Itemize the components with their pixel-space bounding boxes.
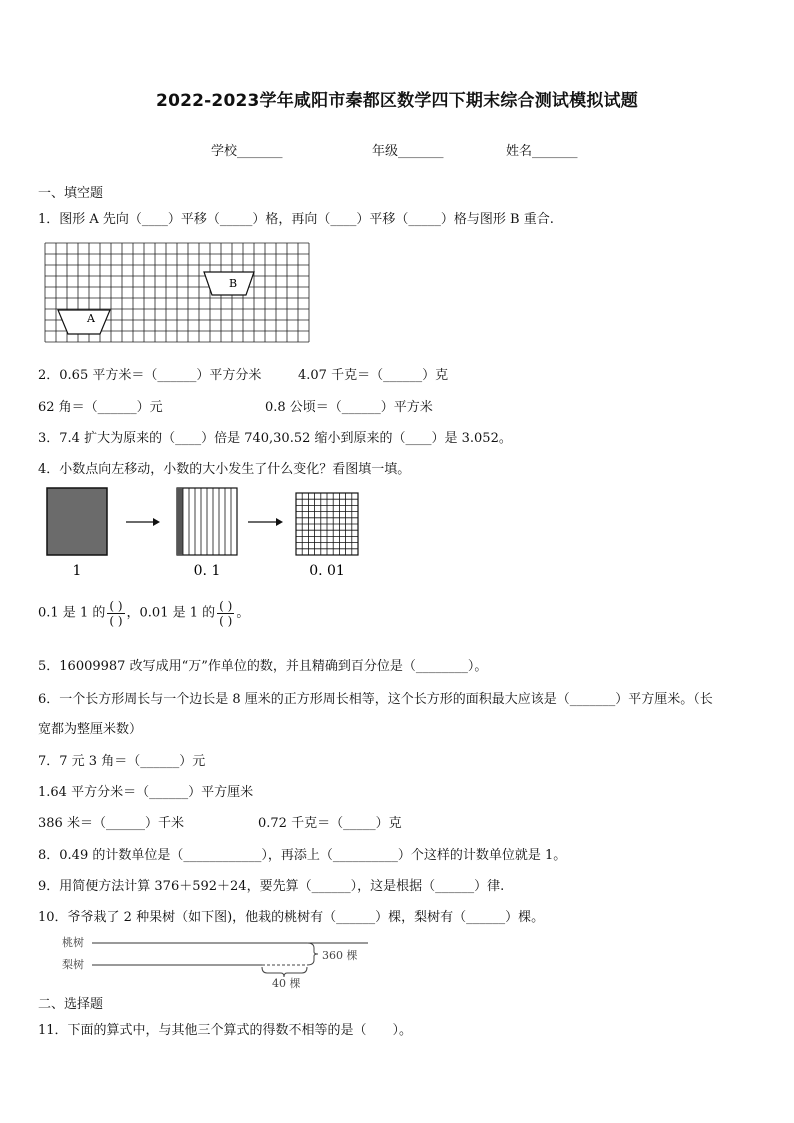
fraction-2-denominator: ( ) bbox=[219, 614, 233, 628]
question-2a: 2．0.65 平方米＝（______）平方分米 bbox=[38, 368, 262, 383]
q4-fill-text-3: 。 bbox=[236, 605, 250, 621]
arrow-2-head bbox=[276, 518, 283, 526]
question-7a: 7．7 元 3 角＝（______）元 bbox=[38, 754, 206, 769]
question-10: 10．爷爷栽了 2 种果树（如下图)，他栽的桃树有（______）棵，梨树有（______）棵。 bbox=[38, 910, 545, 925]
question-9: 9．用简便方法计算 376＋592＋24，要先算（______），这是根据（______）律. bbox=[38, 879, 505, 894]
question-8: 8．0.49 的计数单位是（____________），再添上（__________）个这样的计数单位就是 1。 bbox=[38, 848, 567, 863]
page-title: 2022-2023学年咸阳市秦都区数学四下期末综合测试模拟试题 bbox=[156, 91, 638, 111]
whole-square bbox=[47, 488, 107, 555]
peach-label: 桃树 bbox=[62, 936, 84, 949]
fraction-1-denominator: ( ) bbox=[109, 614, 123, 628]
question-3: 3．7.4 扩大为原来的（____）倍是 740,30.52 缩小到原来的（____）是 3.052。 bbox=[38, 431, 512, 446]
question-2d: 0.8 公顷＝（______）平方米 bbox=[265, 400, 433, 415]
diff-brace bbox=[262, 967, 307, 977]
fruit-tree-diagram bbox=[62, 932, 372, 990]
shape-b-label: B bbox=[228, 277, 238, 290]
diff-label: 40 棵 bbox=[272, 977, 301, 990]
label-tenth: 0. 1 bbox=[193, 563, 221, 579]
question-2c: 62 角＝（______）元 bbox=[38, 400, 163, 415]
question-4-fill bbox=[38, 599, 249, 628]
question-7b: 1.64 平方分米＝（______）平方厘米 bbox=[38, 785, 254, 800]
question-4: 4．小数点向左移动，小数的大小发生了什么变化？看图填一填。 bbox=[38, 462, 411, 477]
grade-field: 年级_______ bbox=[372, 144, 444, 159]
section-fill-blank: 一、填空题 bbox=[38, 186, 104, 201]
fraction-blank-1 bbox=[107, 599, 124, 628]
question-1: 1．图形 A 先向（____）平移（_____）格，再向（____）平移（_____）格与图形 B 重合. bbox=[38, 212, 554, 227]
arrow-1-head bbox=[153, 518, 160, 526]
question-2b: 4.07 千克＝（______）克 bbox=[298, 368, 449, 383]
q4-fill-text-2: ，0.01 是 1 的 bbox=[126, 605, 216, 621]
question-11: 11．下面的算式中，与其他三个算式的得数不相等的是（ ）。 bbox=[38, 1023, 413, 1038]
fraction-1-numerator: ( ) bbox=[109, 599, 123, 613]
name-field: 姓名_______ bbox=[506, 144, 578, 159]
label-hundredth: 0. 01 bbox=[309, 563, 345, 579]
translation-grid bbox=[44, 242, 310, 348]
question-6a: 6．一个长方形周长与一个边长是 8 厘米的正方形周长相等，这个长方形的面积最大应该是（_______）平方厘米。（长 bbox=[38, 692, 713, 707]
section-multiple-choice: 二、选择题 bbox=[38, 997, 104, 1012]
label-one: 1 bbox=[72, 563, 82, 579]
shape-a bbox=[58, 310, 110, 334]
q4-fill-text-1: 0.1 是 1 的 bbox=[38, 605, 106, 621]
pear-label: 梨树 bbox=[62, 958, 84, 971]
tenths-square bbox=[177, 488, 237, 555]
shape-a-label: A bbox=[87, 312, 95, 325]
question-5: 5．16009987 改写成用“万”作单位的数，并且精确到百分位是（________）。 bbox=[38, 659, 488, 674]
total-label: 360 棵 bbox=[322, 949, 358, 962]
question-7d: 0.72 千克＝（_____）克 bbox=[258, 816, 402, 831]
fraction-2-numerator: ( ) bbox=[219, 599, 233, 613]
hundredths-square bbox=[296, 493, 358, 555]
decimal-model-figure bbox=[40, 485, 370, 585]
school-field: 学校_______ bbox=[211, 144, 283, 159]
question-7c: 386 米＝（______）千米 bbox=[38, 816, 184, 831]
fraction-blank-2 bbox=[217, 599, 234, 628]
total-brace bbox=[307, 943, 318, 965]
question-6b: 宽都为整厘米数） bbox=[38, 722, 143, 737]
